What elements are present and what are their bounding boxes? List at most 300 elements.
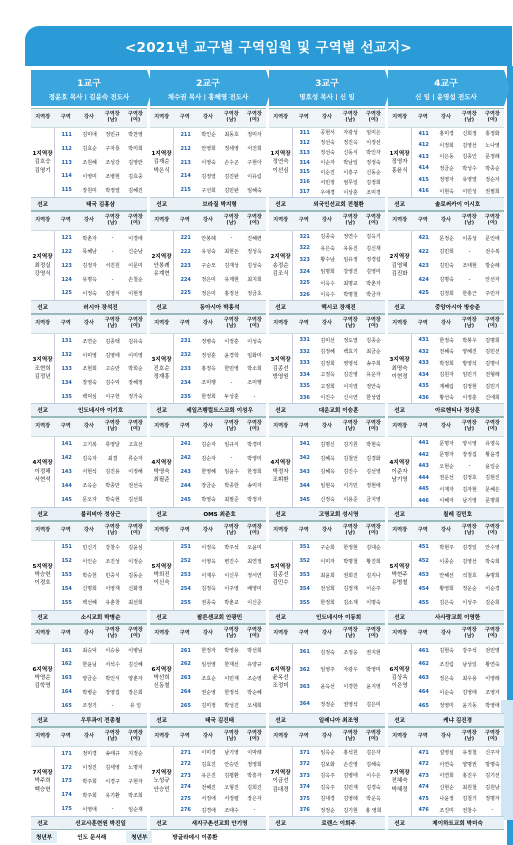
table-cell: 한재선: [224, 661, 239, 668]
region-leader-cell: [150, 644, 174, 713]
table-row: [293, 678, 385, 695]
table-header: [269, 521, 385, 541]
cell-rows: [174, 231, 266, 300]
column-header: 구역장 (여): [127, 317, 143, 330]
table-cell: 234: [180, 379, 191, 386]
table-cell: 342: [299, 455, 310, 462]
table-cell: 공현서: [320, 130, 335, 137]
cell-rows: [174, 747, 266, 816]
table-cell: 김수익: [105, 380, 120, 387]
table-cell: 송명희: [485, 572, 500, 579]
table-cell: 251: [180, 544, 191, 551]
region-block: [388, 727, 504, 830]
table-cell: 박영미: [366, 667, 381, 674]
table-cell: 김선희: [128, 497, 143, 504]
table-cell: 이미자: [320, 558, 335, 565]
table-cell: 476: [418, 807, 429, 814]
table-body: [150, 644, 266, 713]
mission-value: 우루과이 전종철: [80, 717, 121, 724]
table-cell: 안봉례: [201, 235, 216, 242]
table-cell: 김민희: [439, 249, 454, 256]
table-row: [412, 805, 504, 817]
mission-label: 선교: [394, 614, 405, 621]
table-cell: 손진영: [343, 761, 358, 768]
table-cell: 박명철: [343, 292, 358, 299]
column-header: 강사: [83, 526, 95, 533]
table-cell: 김영태: [462, 689, 477, 696]
column-header: 지역장: [273, 629, 289, 636]
table-cell: 이순진: [320, 169, 335, 176]
table-cell: 계혜림: [439, 383, 454, 390]
district-header: [150, 70, 266, 106]
table-cell: 153: [61, 572, 72, 579]
table-cell: 263: [180, 675, 191, 682]
table-cell: 구현자: [128, 778, 143, 785]
table-cell: 김효순: [82, 146, 97, 153]
mission-label: 선교: [37, 305, 48, 312]
table-cell: 이신준: [247, 600, 262, 607]
table-cell: 374: [299, 784, 310, 791]
district-header: [388, 70, 504, 106]
table-cell: 135: [61, 393, 72, 400]
table-cell: 윤지영: [366, 684, 381, 691]
table-cell: 박정자: [247, 497, 262, 504]
table-body: [388, 644, 504, 713]
region-leader-name: 이준자: [391, 468, 408, 475]
table-cell: 313: [299, 149, 310, 156]
table-cell: 이민성: [462, 188, 477, 195]
table-cell: 이진수: [320, 395, 335, 402]
table-body: [388, 334, 504, 403]
table-header: [150, 211, 266, 231]
table-row: [293, 770, 385, 782]
region-block: [150, 624, 266, 727]
table-cell: 조정웅: [343, 649, 358, 656]
region-leader-cell: [31, 541, 55, 610]
table-row: [412, 495, 504, 507]
table-cell: 김원남: [485, 784, 500, 791]
table-cell: 문명희: [485, 498, 500, 505]
table-cell: 김영선: [462, 142, 477, 149]
table-cell: 173: [61, 778, 72, 785]
table-cell: 171: [61, 750, 72, 757]
table-cell: 권필희: [485, 188, 500, 195]
column-header: 구역장 (여): [127, 420, 143, 433]
table-cell: 박숙현: [105, 497, 120, 504]
region-label: 3지역장: [270, 357, 291, 364]
column-header: 구역장 (남): [104, 214, 120, 227]
region-leader-name: 윤옥선: [272, 675, 289, 682]
column-header: 구역: [298, 217, 309, 224]
column-header: 지역장: [154, 629, 170, 636]
table-cell: 363: [299, 683, 310, 690]
column-header: 구역장 (남): [342, 523, 358, 536]
table-cell: 317: [299, 189, 310, 196]
column-header: 구역장 (남): [342, 729, 358, 742]
region-leader-name: 박승헌: [34, 571, 51, 578]
table-cell: 안선자: [485, 277, 500, 284]
region-block: [388, 521, 504, 624]
column-header: 강사: [83, 732, 95, 739]
table-cell: 112: [61, 145, 72, 152]
mission-row: [31, 403, 147, 416]
table-row: [412, 658, 504, 672]
table-cell: 453: [418, 572, 429, 579]
table-cell: 정영희: [247, 761, 262, 768]
column-header: 구역장 (남): [104, 523, 120, 536]
table-cell: 자광성: [343, 130, 358, 137]
region-block: [150, 108, 266, 211]
table-cell: 고정희: [320, 383, 335, 390]
column-header: 구역장 (여): [484, 523, 500, 536]
mission-label: 선교: [156, 717, 167, 724]
table-cell: 이정숙: [82, 290, 97, 297]
table-cell: 433: [418, 360, 429, 367]
mission-value: OMS 최준호: [203, 511, 236, 518]
table-header: [31, 314, 147, 334]
table-cell: 유영옥: [485, 440, 500, 447]
table-cell: 이재우: [201, 572, 216, 579]
table-cell: -: [230, 455, 233, 462]
column-header: 구역: [60, 114, 71, 121]
table-cell: 강주석: [462, 648, 477, 655]
table-row: [174, 362, 266, 376]
region-label: 4지역장: [389, 460, 410, 467]
mission-row: [269, 300, 385, 313]
mission-row: [150, 403, 266, 416]
mission-row: [388, 713, 504, 726]
table-row: [293, 479, 385, 493]
table-cell: 274: [180, 784, 191, 791]
region-leader-name: 김학영: [34, 683, 51, 690]
district-leaders: 신 임 | 윤영섭 전도사: [415, 93, 477, 101]
table-cell: 배영미: [247, 586, 262, 593]
mission-value: 고명교회 성시영: [318, 511, 359, 518]
table-cell: 윤일순: [485, 463, 500, 470]
table-cell: 353: [299, 572, 310, 579]
table-cell: 376: [299, 807, 310, 814]
table-cell: 이연희: [439, 773, 454, 780]
column-header: 구역장 (여): [365, 317, 381, 330]
table-cell: 422: [418, 248, 429, 255]
table-cell: 박현주: [439, 544, 454, 551]
mission-label: 선교: [275, 202, 286, 209]
mission-value: 러시아 장석진: [83, 305, 118, 312]
table-cell: 175: [61, 806, 72, 813]
table-cell: -: [111, 702, 114, 709]
region-block: [31, 727, 147, 830]
region-block: [31, 108, 147, 211]
table-cell: 361: [299, 649, 310, 656]
region-leader-cell: [269, 747, 293, 816]
region-block: [31, 624, 147, 727]
table-cell: 한정희: [247, 469, 262, 476]
mission-row: [31, 197, 147, 210]
table-cell: 한정희: [201, 394, 216, 400]
table-cell: 김명숙: [439, 277, 454, 284]
table-cell: 김자현: [462, 486, 477, 493]
table-header: [31, 727, 147, 747]
table-cell: 이흥구: [343, 169, 358, 176]
table-row: [174, 747, 266, 759]
column-header: 지역장: [154, 423, 170, 430]
table-row: [412, 758, 504, 770]
table-row: [174, 286, 266, 300]
region-block: [150, 314, 266, 417]
table-cell: 이순숙: [439, 689, 454, 696]
column-header: 지역장: [154, 217, 170, 224]
table-cell: 박영숙: [201, 497, 216, 504]
table-cell: 손수곤: [224, 160, 239, 167]
table-body: [150, 334, 266, 403]
table-cell: 최현돈: [224, 249, 239, 256]
table-cell: 박조희: [128, 792, 143, 799]
table-cell: 유기환: [105, 792, 120, 799]
table-cell: 조미경: [366, 189, 381, 196]
table-cell: 155: [61, 599, 72, 606]
table-body: [150, 231, 266, 300]
region-leader-name: 김영기: [34, 167, 51, 174]
table-cell: 손철순: [128, 277, 143, 284]
region-leader-cell: [150, 437, 174, 506]
table-cell: 415: [418, 176, 429, 183]
table-cell: 전혜숙: [439, 349, 454, 356]
table-cell: 유춘창: [105, 600, 120, 607]
table-body: [31, 231, 147, 300]
table-cell: 133: [61, 365, 72, 372]
table-cell: 나윤정: [439, 796, 454, 803]
mission-row: [269, 713, 385, 726]
column-header: 강사: [83, 114, 95, 121]
table-cell: 김미애: [82, 132, 97, 139]
table-row: [412, 554, 504, 568]
table-row: [174, 596, 266, 610]
mission-label: 선교: [156, 202, 167, 209]
table-cell: 신시연: [343, 395, 358, 402]
table-cell: 225: [180, 290, 191, 297]
table-cell: 김철언: [343, 455, 358, 462]
table-cell: 124: [61, 276, 72, 283]
column-header: 구역장 (여): [365, 111, 381, 123]
mission-value: 인도네시아 이동희: [316, 614, 362, 621]
table-body: [150, 541, 266, 610]
table-cell: 한상엽: [366, 395, 381, 402]
table-body: [388, 231, 504, 300]
table-cell: 박봉우: [462, 337, 477, 344]
mission-value: 로렌스 이희주: [321, 820, 356, 827]
column-header: 구역장 (여): [484, 111, 500, 123]
table-row: [174, 685, 266, 699]
bottom-mission-value: 인도 문서래: [77, 835, 107, 841]
column-header: 구역: [417, 217, 428, 224]
table-cell: 변진수: [224, 558, 239, 565]
region-label: 5지역장: [32, 563, 53, 570]
table-cell: 문정례: [485, 154, 500, 161]
table-cell: 안영희: [201, 146, 216, 153]
column-header: 구역장 (남): [461, 111, 477, 123]
table-row: [174, 793, 266, 805]
table-cell: 312: [299, 139, 310, 146]
table-cell: 조진미: [439, 807, 454, 814]
column-header: 지역장: [154, 320, 170, 327]
column-header: 강사: [202, 732, 214, 739]
column-header: 강사: [440, 423, 452, 430]
region-leader-name: 박영순: [34, 675, 51, 682]
table-cell: 최지희: [247, 277, 262, 284]
table-cell: 김선영: [366, 469, 381, 476]
table-row: [55, 465, 147, 479]
column-header: 지역장: [154, 732, 170, 739]
column-header: 구역장 (여): [484, 729, 500, 742]
table-cell: 김민기: [485, 383, 500, 390]
mission-row: [388, 197, 504, 210]
table-row: [174, 582, 266, 596]
region-label: 1지역장: [32, 150, 53, 157]
table-cell: 문혜은: [485, 486, 500, 493]
mission-value: 외국인선교회 전철환: [313, 202, 364, 209]
table-cell: 정성훈: [201, 352, 216, 359]
table-body: [388, 128, 504, 197]
table-row: [293, 493, 385, 507]
table-row: [293, 346, 385, 358]
column-header: 구역: [298, 114, 309, 121]
table-row: [55, 596, 147, 610]
table-cell: 설영심: [439, 750, 454, 757]
mission-value: 팔른센교회 안광민: [197, 614, 243, 621]
table-cell: 174: [61, 792, 72, 799]
table-cell: 이정옥: [201, 544, 216, 551]
table-cell: 조병현: [105, 173, 120, 180]
region-block: [388, 211, 504, 314]
table-row: [55, 582, 147, 596]
table-cell: 235: [180, 393, 191, 400]
table-cell: 홍석원: [343, 750, 358, 757]
column-header: 구역장 (남): [104, 317, 120, 330]
table-row: [412, 369, 504, 381]
table-cell: 335: [299, 383, 310, 390]
column-header: 지역장: [154, 114, 170, 121]
table-cell: 박주희: [82, 778, 97, 785]
table-cell: 서정렬: [224, 796, 239, 803]
mission-row: [31, 816, 147, 829]
region-label: 3지역장: [151, 357, 172, 364]
table-cell: -: [468, 276, 471, 283]
table-row: [412, 259, 504, 273]
table-cell: 이옥수: [320, 280, 335, 287]
table-cell: 144: [61, 482, 72, 489]
table-cell: 임유정: [343, 257, 358, 264]
region-block: [150, 211, 266, 314]
region-leader-name: 이신숙: [153, 580, 170, 587]
table-cell: 김정현: [462, 383, 477, 390]
table-body: [150, 437, 266, 506]
table-cell: 엄무일: [343, 179, 358, 186]
column-header: 구역장 (남): [104, 420, 120, 433]
table-cell: 이경애: [128, 235, 143, 242]
table-cell: 최금순: [366, 349, 381, 356]
table-body: [269, 334, 385, 403]
column-header: 구역: [179, 526, 190, 533]
mission-row: [31, 610, 147, 623]
table-cell: 정가숙: [128, 394, 143, 400]
column-header: 구역장 (남): [104, 111, 120, 123]
table-cell: 서진원: [105, 263, 120, 270]
table-row: [174, 758, 266, 770]
table-header: [269, 108, 385, 128]
column-header: 구역장 (여): [127, 111, 143, 123]
column-header: 구역장 (여): [484, 626, 500, 639]
table-row: [412, 541, 504, 555]
column-header: 구역: [417, 114, 428, 121]
table-cell: 정영미: [439, 703, 454, 710]
table-cell: 243: [180, 468, 191, 475]
table-row: [412, 186, 504, 198]
table-cell: 김정자: [82, 263, 97, 270]
district-name: 4교구: [434, 79, 458, 89]
table-cell: 오형진: [224, 784, 239, 791]
table-cell: 이유림: [247, 173, 262, 180]
mission-row: [150, 816, 266, 829]
table-row: [174, 805, 266, 817]
bottom-missions: [31, 831, 281, 843]
table-header: [150, 417, 266, 437]
table-cell: 125: [61, 290, 72, 297]
table-cell: 권순영: [201, 689, 216, 696]
region-label: 4지역장: [270, 460, 291, 467]
mission-row: [150, 197, 266, 210]
table-cell: 김경일: [462, 544, 477, 551]
table-row: [174, 142, 266, 156]
table-row: [174, 568, 266, 582]
mission-label: 선교: [37, 614, 48, 621]
table-cell: 박주석: [224, 544, 239, 551]
region-leader-name: 김재순: [153, 159, 170, 166]
table-cell: 박성진: [224, 703, 239, 710]
table-cell: 자광우: [343, 667, 358, 674]
mission-label: 선교: [156, 511, 167, 518]
column-header: 강사: [83, 217, 95, 224]
table-cell: 445: [418, 486, 429, 493]
table-cell: 유양규: [247, 661, 262, 668]
table-row: [174, 348, 266, 362]
table-header: [150, 624, 266, 644]
table-cell: 371: [299, 749, 310, 756]
table-cell: 김경애: [201, 807, 216, 814]
table-cell: 461: [418, 647, 429, 654]
table-row: [412, 699, 504, 713]
table-cell: 신주자: [485, 750, 500, 757]
region-leader-cell: [388, 334, 412, 403]
table-cell: 김성숙: [247, 263, 262, 270]
table-cell: 이수은: [366, 773, 381, 780]
region-leader-name: 진호순: [153, 365, 170, 372]
region-leader-name: 박선희: [153, 675, 170, 682]
table-cell: 전형례: [485, 372, 500, 379]
table-cell: 황선숙: [439, 395, 454, 402]
table-cell: 김경화: [366, 455, 381, 462]
region-leader-name: 박정자: [272, 468, 289, 475]
table-cell: 311: [299, 129, 310, 136]
table-row: [293, 451, 385, 465]
table-cell: 정정순: [320, 701, 335, 708]
table-row: [55, 568, 147, 582]
table-cell: 문인애: [485, 235, 500, 242]
table-row: [412, 582, 504, 596]
table-cell: 262: [180, 661, 191, 668]
region-block: [31, 314, 147, 417]
column-header: 구역: [417, 629, 428, 636]
table-row: [55, 554, 147, 568]
